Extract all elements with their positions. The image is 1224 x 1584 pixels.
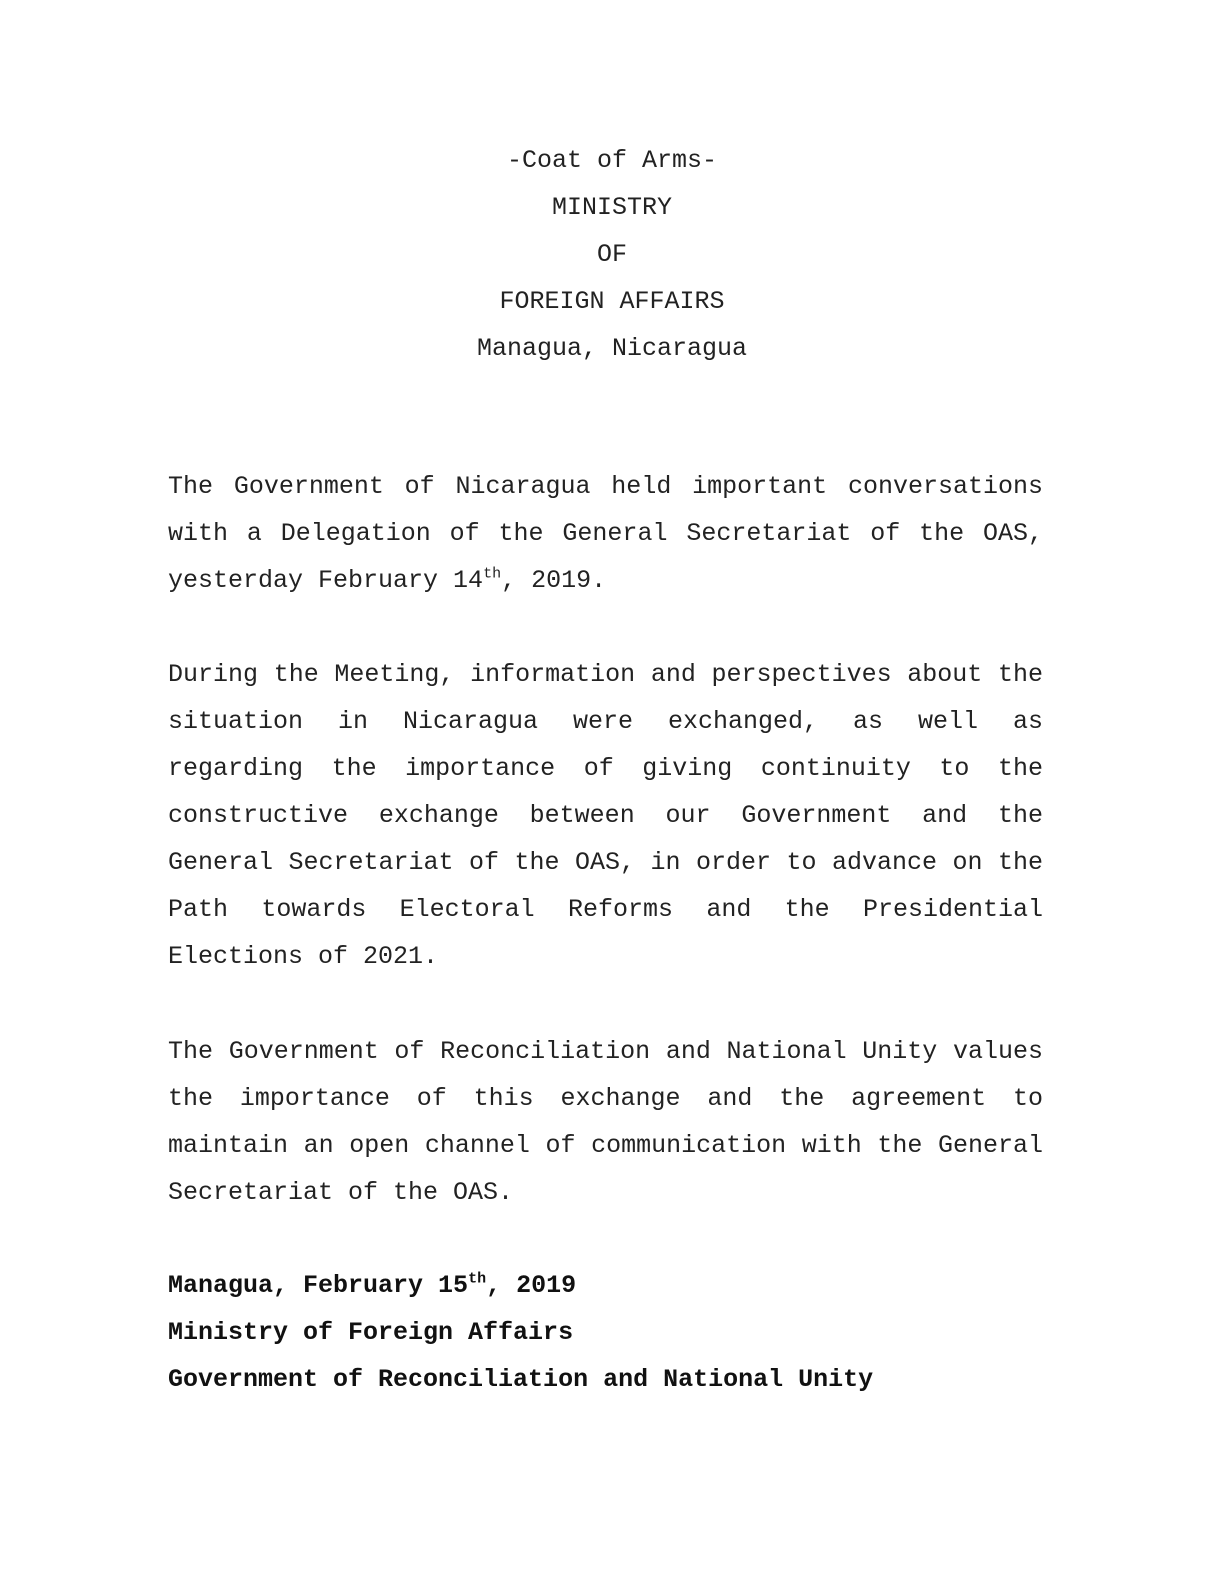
signature-block <box>168 1262 873 1403</box>
signature-date <box>168 1262 873 1309</box>
paragraph-3: The Government of Reconciliation and National Unity values the importance of this exchange and the agreement to maintain an open channel of communication with the General Secretariat of the OAS. <box>168 1037 1043 1207</box>
of-line: OF <box>596 240 627 269</box>
ordinal-suffix: th <box>468 1270 487 1288</box>
location-line: Managua, Nicaragua <box>476 334 748 363</box>
foreign-affairs-line: FOREIGN AFFAIRS <box>499 287 725 316</box>
paragraph-1-text: The Government of Nicaragua held important conversations with a Delegation of the General Secretariat of the OAS, yesterday February 14 <box>168 472 1043 595</box>
paragraph-1-year: , 2019. <box>501 566 607 595</box>
signature-ministry: Ministry of Foreign Affairs <box>168 1318 574 1347</box>
ministry-line: MINISTRY <box>551 193 673 222</box>
paragraph-2: During the Meeting, information and perspectives about the situation in Nicaragua were exchanged, as well as regarding the importance of giving continuity to the constructive exchange between our Government and the General Secretariat of the OAS, in order to advance on the Path towards Electoral Reforms and the Presidential Elections of 2021. <box>168 660 1043 971</box>
signature-date-year: , 2019 <box>486 1271 577 1300</box>
ordinal-suffix: th <box>483 565 502 583</box>
letterhead <box>0 137 1224 372</box>
coat-of-arms-placeholder: -Coat of Arms- <box>506 146 718 175</box>
signature-date-text: Managua, February 15 <box>168 1271 469 1300</box>
paragraph-1 <box>168 463 1043 604</box>
signature-government: Government of Reconciliation and National Unity <box>168 1365 874 1394</box>
